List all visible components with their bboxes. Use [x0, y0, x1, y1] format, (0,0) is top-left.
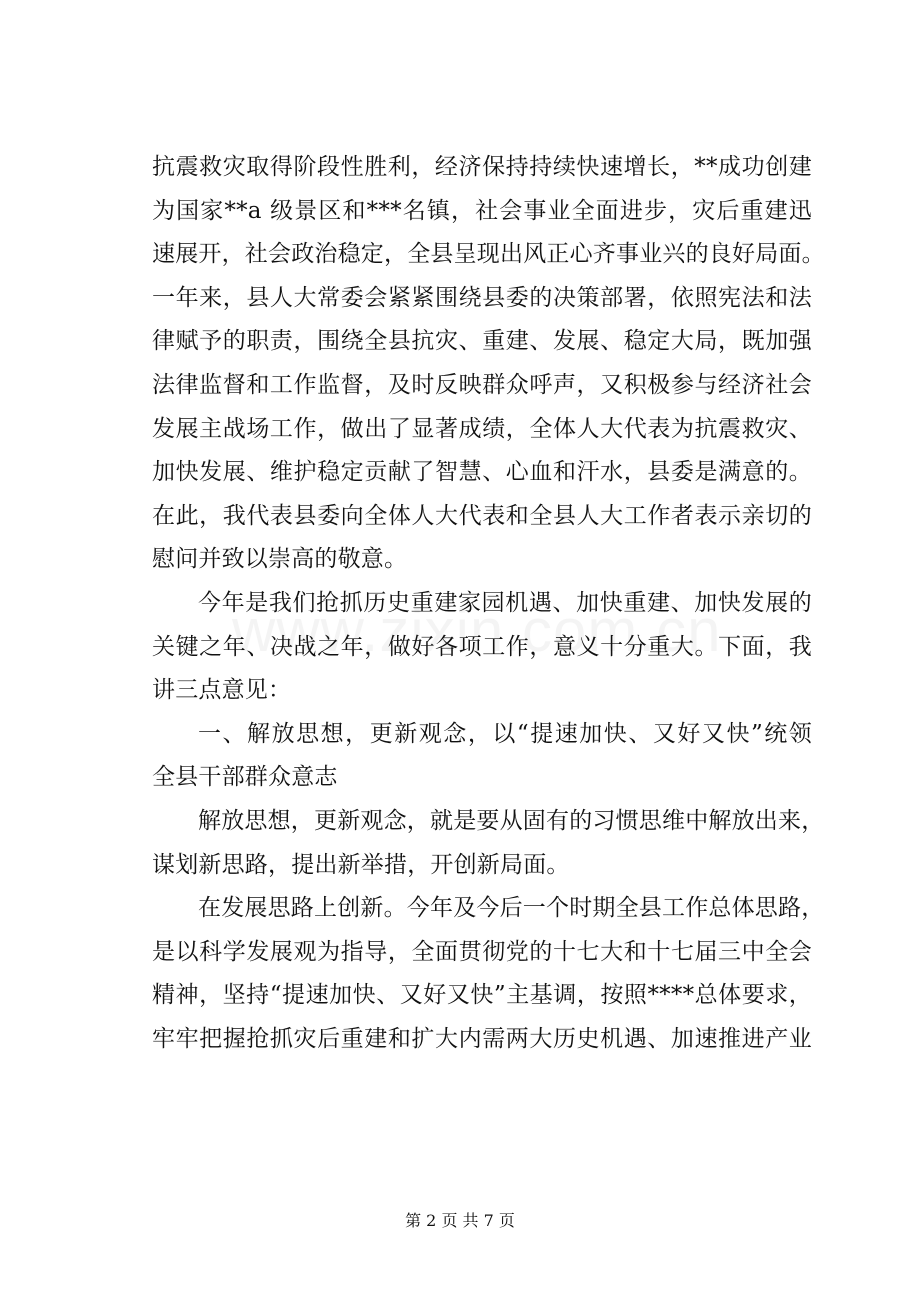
- page-footer: 第 2 页 共 7 页: [405, 1211, 515, 1230]
- text-line: 精神，坚持“提速加快、又好又快”主基调，按照****总体要求，: [152, 982, 812, 1009]
- text-line: 全县干部群众意志: [152, 764, 338, 791]
- text-line: 一年来，县人大常委会紧紧围绕县委的决策部署，依照宪法和法: [152, 284, 812, 311]
- text-line: 一、解放思想，更新观念，以“提速加快、又好又快”统领: [198, 720, 812, 747]
- text-line: 在此，我代表县委向全体人大代表和全县人大工作者表示亲切的: [152, 502, 812, 529]
- text-line: 关键之年、决战之年，做好各项工作，意义十分重大。下面，我: [152, 633, 812, 660]
- text-line: 谋划新思路，提出新举措，开创新局面。: [152, 851, 570, 878]
- text-line: 发展主战场工作，做出了显著成绩，全体人大代表为抗震救灾、: [152, 415, 812, 442]
- text-line: 慰问并致以崇高的敬意。: [152, 546, 408, 573]
- text-line: 法律监督和工作监督，及时反映群众呼声，又积极参与经济社会: [152, 371, 812, 398]
- text-line: 牢牢把握抢抓灾后重建和扩大内需两大历史机遇、加速推进产业: [152, 1025, 812, 1052]
- text-line: 加快发展、维护稳定贡献了智慧、心血和汗水，县委是满意的。: [152, 459, 812, 486]
- text-line: 是以科学发展观为指导，全面贯彻党的十七大和十七届三中全会: [152, 938, 812, 965]
- text-line: 讲三点意见：: [152, 677, 292, 704]
- text-line: 今年是我们抢抓历史重建家园机遇、加快重建、加快发展的: [198, 589, 812, 616]
- text-line: 抗震救灾取得阶段性胜利，经济保持持续快速增长，**成功创建: [152, 154, 812, 180]
- text-line: 速展开，社会政治稳定，全县呈现出风正心齐事业兴的良好局面。: [152, 241, 825, 268]
- document-body: [152, 146, 825, 1061]
- text-line: 在发展思路上创新。今年及今后一个时期全县工作总体思路，: [198, 895, 825, 922]
- text-line: 为国家**a 级景区和***名镇，社会事业全面进步，灾后重建迅: [152, 197, 812, 224]
- text-line: 律赋予的职责，围绕全县抗灾、重建、发展、稳定大局，既加强: [152, 328, 812, 355]
- text-line: 解放思想，更新观念，就是要从固有的习惯思维中解放出来，: [198, 807, 825, 834]
